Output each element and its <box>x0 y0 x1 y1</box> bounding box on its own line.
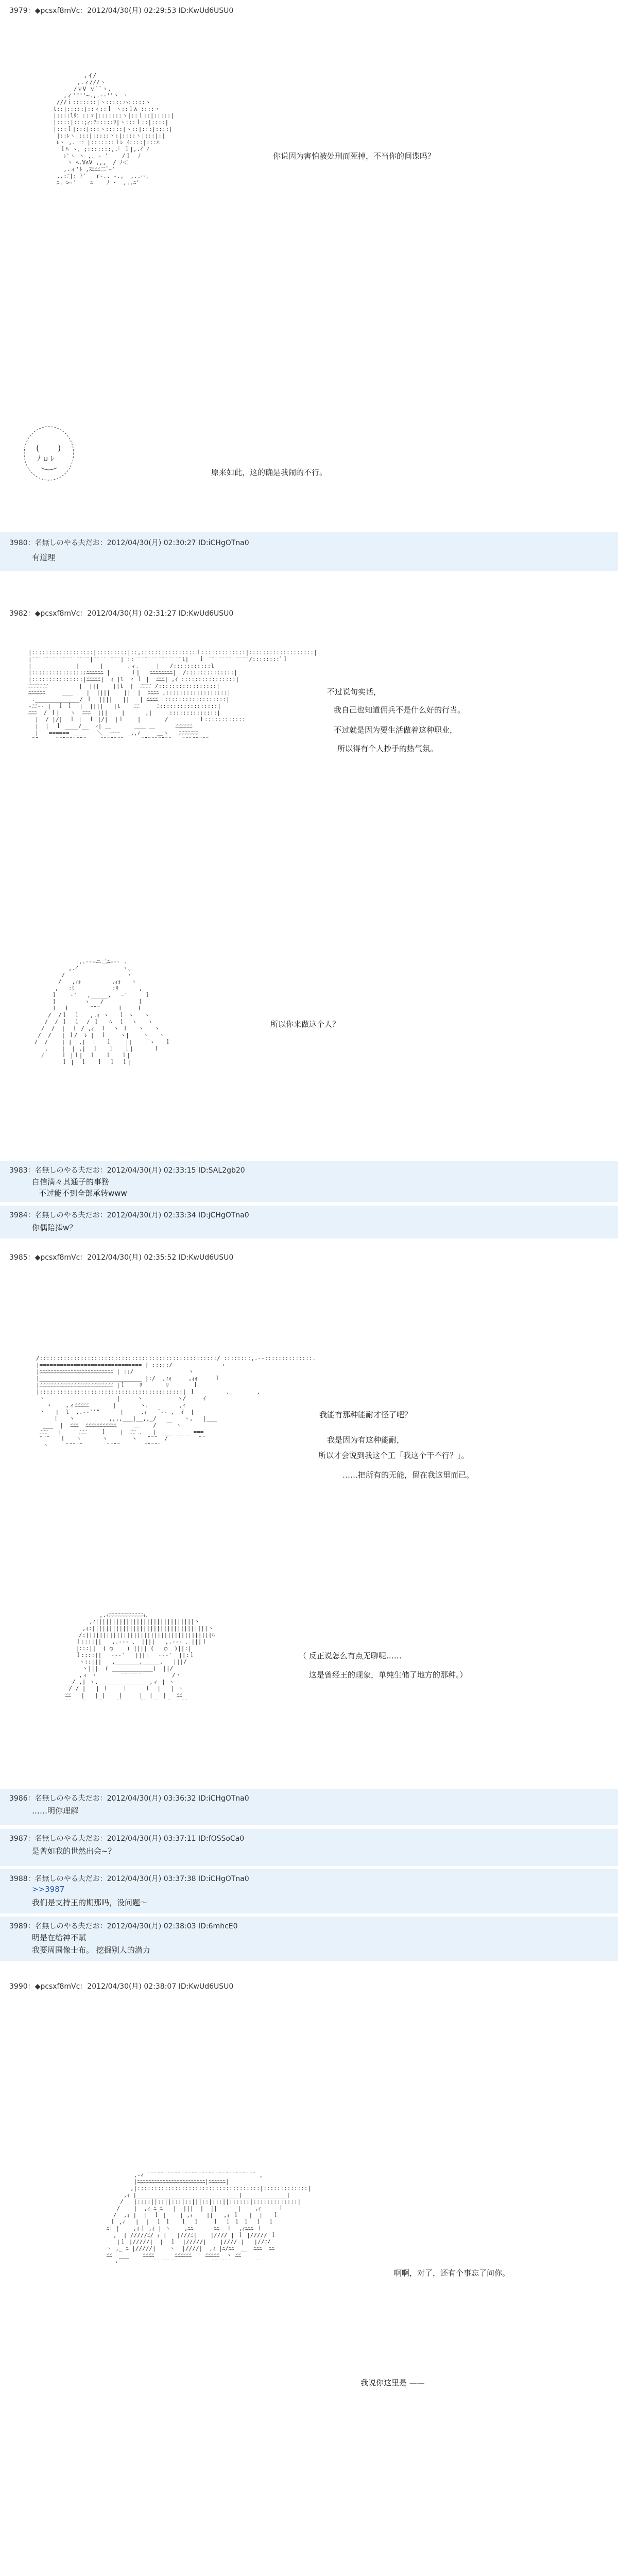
reply-text: 有道理 <box>32 553 56 562</box>
yaruo-face-icon <box>21 422 77 484</box>
post-header: 3988：名無しのやる夫だお：2012/04/30(月) 03:37:38 ID:iCHgOTna0 <box>9 1875 249 1883</box>
post-header: 3990：◆pcsxf8mVc：2012/04/30(月) 02:38:07 ID:KwUd6USU0 <box>9 1982 234 1991</box>
post-header: 3985：◆pcsxf8mVc：2012/04/30(月) 02:35:52 ID:KwUd6USU0 <box>9 1253 234 1262</box>
dialogue-line: 不过说句实话， <box>327 687 382 697</box>
reply-text: 我要周围像士布。 挖掘别人的潜力 <box>32 1945 150 1955</box>
reply-text: 明是在给神不赋 <box>32 1933 87 1942</box>
post-header: 3986：名無しのやる夫だお：2012/04/30(月) 03:36:32 ID:iCHgOTna0 <box>9 1794 249 1803</box>
reply-text: 你偶陪捧w？ <box>32 1223 77 1232</box>
post-header: 3987：名無しのやる夫だお：2012/04/30(月) 03:37:11 ID:fOSSoCa0 <box>9 1835 245 1843</box>
ascii-art-armored-figure: ,イ/ ,.ィ///ヽ _/ｖV ｖ`¨ヽ. ,ィ'"''~.,.--''ヽ ヽ ///ｉ:::::::|ヽ:::::ハ:::::ヽ l::|:::::|::ィ::ｌ ヽ::ｌ∧ ::::ヽ |::::lﾘ：::ヾ|:::::::ヽ|::ｌ::|:::::| |::::|:::;ｨ:ﾃ:::::ｦ|ヽ:::ｌ::|::::| |:::ｌ|:::|:::ヽ:::::|ヽ::|:::|::::| |::ﾚヽ|:::|:::::ヽ:|::::ヽ|:::|:| ﾚヽ ,.|：：|:::::::ｌﾚ ｲ::::|:::ﾊ ｌﾊ ヽ､ ;:::::::,.｢ ｌ|,.ｲ ﾉ ﾚ'ヽ ヽ ,. - '' /ｌ ﾉ ヽ ﾍ.V∧V ,,, / ﾉ＜ ,.ィ'ﾄ ,ｽﾆﾆﾆ二ﾞｰ' ,.:ﾆ|: ﾄ' r-.. -., ,..ｰｰ､ ﾆ. >-' ﾕ ﾉ · ,..ﾆ' <box>53 72 175 186</box>
dialogue-line: 原来如此，这的确是我闹的不行。 <box>211 468 328 477</box>
svg-text:(: ( <box>36 443 40 453</box>
dialogue-line: 我是因为有这种能耐， <box>327 1435 405 1445</box>
ascii-art-hooded-figure: ,.-‐=ニ二ﾆ=‐- . ,.ｲ ヽ､ / ヽ / ,ｨｫ ,ｨｫ ヽ , :ﾘ :ﾘ , ｌ ｰ' ,_____, ｰ' ｌ ｌ ヽ / ｌ ｌ ｌ ¨¨¨ ｌ ｌ / /ｌ ｌ ,.ｨ ヽ ｌ ヽ ヽ / / ｌ ｌ / ｌ ﾍ ｌ ヽ ヽ / / | ｌ / ,ｨ ｌ ヽ ｌ ヽ ヽ / / | ｌ/ ﾚ | ｌ ヽ| ヽ ヽ / / | | ,| | ｌ || ヽ ｌ , | | ,| ｌ ｌ ｌ| ｌ ﾉ ｌ |ｌ| ｌ ｌ ｌ| ｌ | ｌ ｌ ｌ ｌ| <box>34 958 171 1065</box>
post-header: 3980：名無しのやる夫だお：2012/04/30(月) 02:30:27 ID:iCHgOTna0 <box>9 539 249 547</box>
dialogue-line: 我说你这里是 —— <box>360 2378 425 2387</box>
post-3983 <box>0 1161 618 1202</box>
dialogue-line: 啊啊，对了，还有个事忘了问你。 <box>394 2268 510 2278</box>
post-header: 3983：名無しのやる夫だお：2012/04/30(月) 02:33:15 ID:SAL2gb20 <box>9 1166 245 1175</box>
post-3984 <box>0 1206 618 1239</box>
post-3985 <box>0 1242 618 1785</box>
post-header: 3982：◆pcsxf8mVc：2012/04/30(月) 02:31:27 ID:KwUd6USU0 <box>9 609 234 618</box>
post-3979 <box>0 0 618 528</box>
dialogue-line: 我自己也知道佣兵不是什么好的行当。 <box>334 705 466 715</box>
dialogue-line: 我能有那种能耐才怪了吧？ <box>319 1410 413 1419</box>
reply-text: 自信満々其通子的事務 <box>32 1177 110 1187</box>
post-3987 <box>0 1829 618 1866</box>
ascii-art-scene: |::::::::::::::::::|:::::::::|::,::::::::::::::::ｌ:::::::::::::|:::::::::::::::::::| |¨¨¨¨¨¨¨¨¨¨¨¨¨¨¨¨¨|¨¨¨¨¨¨¨¨|¨::¨¨¨¨¨¨¨¨¨¨¨¨¨¨l| ｌ ¨¨¨¨¨¨¨¨¨¨¨¨/::::::::ﾟｌ |_____________| | .ィ､_____| /:::::::::::l |::::::::::::::::ﾆﾆﾆﾆﾆﾆ | ｌ| ﾆﾆﾆﾆﾆﾆﾆﾆ| /::::::::::::::| |:::::::::::::::|ﾆﾆﾆﾆﾆ| ｨ |l ｨ ｌ | ﾆﾆﾆ| ,ｲ ::::::::::::::::| ﾆﾆﾆﾆﾆﾆﾆ | ||| ||l | ﾆﾆﾆﾆ /:::::::::::::::::| ﾆﾆﾆﾆﾆﾆ ___ | |||| || | ﾆﾆﾆﾆ ,::::::::::::::::::| ._____________/ ｌ |||| || | ﾆﾆﾆﾆ |::::::::::::::::::| -ﾆﾆ-- | ｌ ｌ | |||| |l ﾆﾆ ﾆ:::::::::::::::::| ﾆﾆﾆ / ｌ| ヽ ﾆﾆﾆ ||| | ,| ::::::::::::::| | / |/| ｌ | ｌ |/| |ｌ | / ｌ:::::::::::: | | ｌ ____/__ ｨ| ＿ ＿＿ ＿ ﾆﾆﾆﾆﾆﾆ | ====== ____ ＼__ーー _,,ｨ ＿ヽ ﾆﾆﾆﾆﾆﾆﾆ ¨¨ ¨¨¨¨¨¨¨¨¨ ¨¨¨¨¨¨¨ ¨¨¨¨¨¨¨¨¨ ¨¨¨¨¨¨¨¨ <box>28 649 317 743</box>
reply-text: 是曾如我的世然出会~？ <box>32 1846 116 1856</box>
svg-text:): ) <box>58 443 61 453</box>
post-3988 <box>0 1869 618 1913</box>
ascii-art-round-face: ,.ｨﾆﾆﾆﾆﾆﾆﾆﾆﾆﾆﾆﾆｨ､ ,ｨ|||||||||||||||||||||||||||||ヽ ,ｨ:||||||||||||||||||||||||||||||||||ヽ /:|||||||||||||||||||||||||||||||||||||ﾊ ｌ:::||| ,.-‐- 、 |||| ,.-‐- 、|||ｌ |:::|| ( ○ ) |||| ( ○ )||:| ｌ::::|| ｰ-‐' |||| ｰ-‐' ||:ｌ ヽ::||| ,_______,_____, |||/ ヽ||| ( ____________) ||/ ,ィ ヽ ¨¨¨¨¨¨ /ヽ / ,| ヽ,_______________,ィ | ヽ / / | | ｌ ｌ ｌ | | ヽ ﾆﾆ | | | | | | | ﾆﾆ ¨¨ ¨ ¨¨ ¨¨ ¨¨ ¨ ¨ ¨¨ <box>65 1612 215 1705</box>
reply-text: 不过能不到全部承转www <box>39 1189 127 1198</box>
reply-text: ……明你理解 <box>32 1806 79 1816</box>
dialogue-line: 所以你来做这个人？ <box>270 1020 340 1029</box>
dialogue-line: 不过就是因为要生活做着这种职业， <box>334 725 458 735</box>
post-3989 <box>0 1917 618 1961</box>
reply-text: 我们是支持王的期那吗，没问题～ <box>32 1898 148 1907</box>
dialogue-line: （ 反正说怎么有点无聊呢…… <box>299 1651 402 1660</box>
post-3986 <box>0 1789 618 1825</box>
dialogue-line: 所以才会说到我这个工「我这个干不行？」。 <box>318 1451 469 1460</box>
svg-text:ﾉ ∪ ﾚ: ﾉ ∪ ﾚ <box>37 455 55 463</box>
post-3990 <box>0 1976 618 2576</box>
post-header: 3984：名無しのやる夫だお：2012/04/30(月) 02:33:34 ID:jCHgOTna0 <box>9 1211 249 1219</box>
dialogue-line: 你说因为害怕被处刑而死掉，不当你的间谍吗？ <box>273 151 436 161</box>
dialogue-line: ……把所有的无能，留在我这里而已。 <box>342 1470 474 1480</box>
post-header: 3979：◆pcsxf8mVc：2012/04/30(月) 02:29:53 ID:KwUd6USU0 <box>9 7 234 15</box>
ascii-art-figure-at-desk: /::::::::::::::::::::::::::::::::::::::::::::::::::::/ ::::::::,.-‐::::::::::::::. |============================== | :::::/ ヽ |ﾆﾆﾆﾆﾆﾆﾆﾆﾆﾆﾆﾆﾆﾆﾆﾆﾆﾆﾆﾆﾆﾆﾆﾆﾆﾆ | ::/ ヽ |______________________________ |:/ ,ｨｫ ,ｨｫ ｌ |ﾆﾆﾆﾆﾆﾆﾆﾆﾆﾆﾆﾆﾆﾆﾆﾆﾆﾆﾆﾆﾆﾆﾆﾆﾆﾆ |ｌ ﾘ ﾘ ｌ |::::::::::::::::::::::::::::::::::::::::::| ｌ ._ , ヽ | ヽ ヽ/ ｲ ヽ ,ィﾆﾆﾆﾆﾆ | ヽ､ ,ｨ ヽ | l ,.-‐''" | ,ｨ ¨‐- , ｲ | ｌ ヽ ,,,,___|__,,_/ ヽ, |___ ___ | ﾆﾆﾆ ﾆﾆﾆﾆﾆﾆﾆﾆﾆﾆﾆ ＿ / ￣ ヽ ﾆﾆﾆ | ﾆﾆﾆ ｌ | ﾆﾆ ､ | ___ __ _ === ¨¨¨ ｌ ヽ ヽ ヽ ¨¨¨ / ¨¨ ヽ ¨¨¨¨¨ ¨¨¨¨ ¨¨¨¨¨ <box>36 1355 316 1449</box>
reply-quote-link[interactable]: >>3987 <box>32 1885 65 1894</box>
dialogue-line: 这是曾经王的现象，单纯生储了地方的那种。） <box>309 1670 468 1680</box>
dialogue-line: 所以得有个人抄手的热气氛。 <box>337 744 438 753</box>
post-header: 3989：名無しのやる夫だお：2012/04/30(月) 02:38:03 ID:6mhcE0 <box>9 1922 238 1930</box>
ascii-art-group-scene: ,-ｨ ¨¨¨¨¨¨¨¨¨¨¨¨¨¨¨¨¨¨¨¨¨¨¨¨¨¨¨¨¨¨¨¨ , |ﾆﾆﾆﾆﾆﾆﾆﾆﾆﾆﾆﾆﾆﾆﾆﾆﾆﾆﾆﾆﾆﾆﾆﾆ|ﾆﾆﾆﾆﾆﾆ| ,|::::::::::::::::::::::::::::::::::::|:::::::::::::| ,ｨ |______________________________|_____________| / |::::||::||:::|::|||::|:::||::::::|:::::::::::::| / | ,ｨ ﾆ ﾆ | ||| | || | ,ｨ ｌ / ,ｨ | | ｌ | | ,ｨ || ,ｨ ｌ | | ｌ ｌ ,ｨ | | ｌ ｌ ｌ ｌ ｌ ｌ ｌ ｌ ｌ ｌ ﾆ| | ,ｨ｜ ,ｨ | ヽ ,ﾆﾆ ﾆﾆ ｌ ,ｨﾆﾆﾆ ｌ , | /////ﾆ/ ｨ | |///ﾆ| |//// | ｌ |///// ｌ ___|ｌ |/////| | ｌ |/////| |//// | |//ﾆ/ ヽ ,_ ﾆ |/////| ヽ |////| ,ｨ |ﾆ/ﾆﾆ ＿ ﾆﾆﾆ ﾆﾆ ﾆﾆ ___ ﾆﾆﾆﾆ ﾆﾆﾆﾆﾆﾆ ﾆﾆﾆﾆﾆ ヽ ﾆﾆ ヽ ¨¨¨¨¨¨¨ ¨¨¨¨¨¨ ¨¨ <box>106 2172 311 2265</box>
post-3980 <box>0 532 618 571</box>
post-3982 <box>0 603 618 1123</box>
